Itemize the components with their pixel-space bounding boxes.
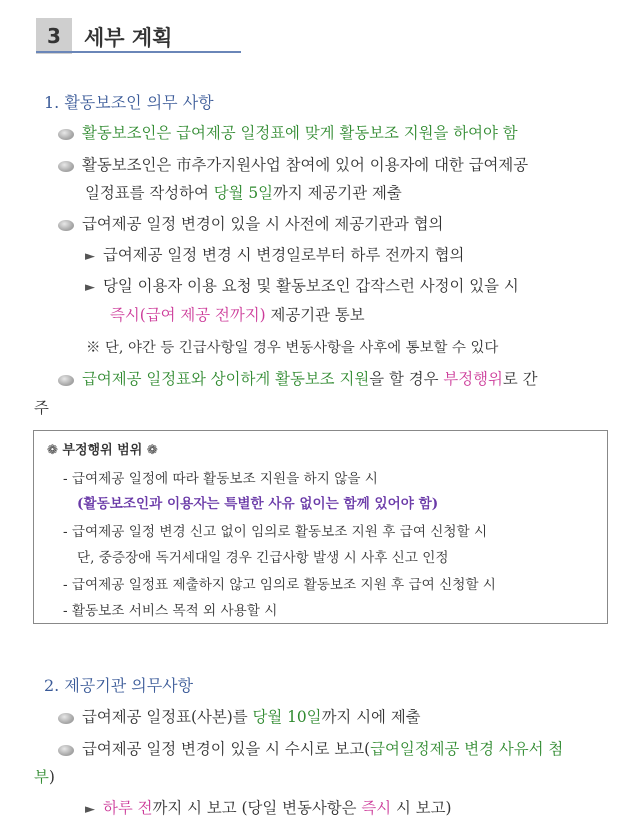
section-number: 3 — [36, 18, 72, 54]
item-text: 까지 제공기관 제출 — [273, 184, 402, 202]
bullet-icon — [58, 375, 74, 386]
box-line: - 급여제공 일정 변경 신고 없이 임의로 활동보조 지원 후 급여 신청할 시 — [63, 524, 488, 540]
box-line: - 활동보조 서비스 목적 외 사용할 시 — [63, 603, 278, 619]
item-text: 까지 시 보고 (당일 변동사항은 — [152, 799, 362, 817]
sub-item — [85, 796, 452, 818]
highlight-text: 하루 전 — [103, 799, 153, 817]
item-text: 활동보조인은 급여제공 일정표에 맞게 활동보조 지원을 하여야 함 — [82, 124, 518, 142]
bullet-icon — [58, 129, 74, 140]
box-line: 단, 중증장애 독거세대일 경우 긴급사항 발생 시 사후 신고 인정 — [77, 550, 449, 566]
item-text: 급여제공 일정 변경이 있을 시 수시로 보고( — [82, 740, 371, 758]
highlight-text: 즉시(급여 제공 전까지) — [110, 306, 266, 324]
box-line: - 급여제공 일정표 제출하지 않고 임의로 활동보조 지원 후 급여 신청할 시 — [63, 577, 496, 593]
section1-title: 1. 활동보조인 의무 사항 — [44, 93, 214, 112]
deadline-text: 당월 10일 — [252, 708, 322, 726]
list-item — [58, 212, 443, 234]
item-text: 일정표를 작성하여 — [85, 184, 214, 202]
sub-item — [85, 243, 464, 265]
item-text: ) — [48, 768, 55, 786]
sub-item-continuation — [110, 303, 365, 325]
list-item — [58, 153, 528, 175]
item-text: 급여제공 일정표(사본)를 — [82, 708, 253, 726]
highlight-text: 급여일정제공 변경 사유서 첨 — [370, 740, 564, 758]
note-text: ※ 단, 야간 등 긴급사항일 경우 변동사항을 사후에 통보할 수 있다 — [86, 340, 499, 356]
list-item-continuation: 주 — [34, 399, 49, 417]
item-text: 급여제공 일정 변경이 있을 시 사전에 제공기관과 협의 — [82, 215, 444, 233]
highlight-text: 부 — [34, 768, 49, 786]
triangle-bullet-icon: ► — [85, 280, 95, 295]
item-text: 시 보고) — [391, 799, 452, 817]
triangle-bullet-icon: ► — [85, 249, 95, 264]
item-text: 로 간 — [502, 370, 538, 388]
page-title: 세부 계획 — [84, 26, 173, 50]
title-underline — [36, 51, 241, 53]
bullet-icon — [58, 161, 74, 172]
highlight-text: 부정행위 — [443, 370, 503, 388]
list-item-continuation — [34, 765, 55, 787]
triangle-bullet-icon: ► — [85, 802, 95, 817]
highlight-text: 즉시 — [361, 799, 392, 817]
box-line: - 급여제공 일정에 따라 활동보조 지원을 하지 않을 시 — [63, 471, 378, 487]
highlight-text: 급여제공 일정표와 상이하게 활동보조 지원 — [82, 370, 370, 388]
list-item — [58, 367, 537, 389]
item-text: 제공기관 통보 — [265, 306, 365, 324]
item-text: 급여제공 일정 변경 시 변경일로부터 하루 전까지 협의 — [103, 246, 465, 264]
bullet-icon — [58, 713, 74, 724]
item-text: 까지 시에 제출 — [321, 708, 421, 726]
list-item — [58, 737, 563, 759]
bullet-icon — [58, 220, 74, 231]
box-line: (활동보조인과 이용자는 특별한 사유 없이는 함께 있어야 함) — [77, 496, 439, 512]
list-item-continuation — [85, 181, 402, 203]
list-item — [58, 705, 421, 727]
item-text: 을 할 경우 — [369, 370, 444, 388]
box-heading: ❁ 부정행위 범위 ❁ — [47, 443, 158, 458]
item-text: 활동보조인은 市추가지원사업 참여에 있어 이용자에 대한 급여제공 — [82, 156, 529, 174]
section2-title: 2. 제공기관 의무사항 — [44, 676, 194, 695]
list-item — [58, 121, 518, 143]
sub-item — [85, 274, 519, 296]
deadline-text: 당월 5일 — [213, 184, 274, 202]
item-text: 당일 이용자 이용 요청 및 활동보조인 갑작스런 사정이 있을 시 — [103, 277, 519, 295]
bullet-icon — [58, 745, 74, 756]
